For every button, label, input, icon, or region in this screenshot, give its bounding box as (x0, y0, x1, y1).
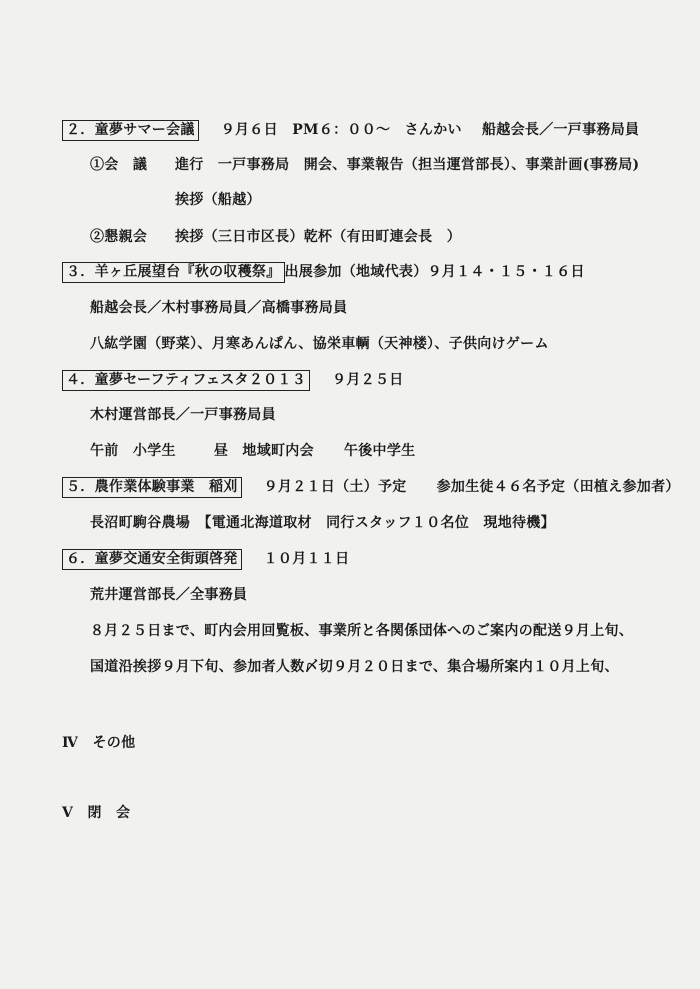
section-4-staff: 木村運営部長／一戸事務局員 (90, 407, 276, 423)
section-3-exhibitors: 八紘学園（野菜）、月寒あんぱん、協栄車輌（天神楼）、子供向けゲーム (90, 336, 549, 352)
section-2-title: ２．童夢サマー会議 (62, 120, 199, 141)
section-6-schedule-2: 国道沿挨拶９月下旬、参加者人数〆切９月２０日まで、集合場所案内１０月上旬、 (90, 659, 619, 675)
section-4-heading-row (62, 370, 404, 391)
section-4-pm: 午後中学生 (343, 443, 416, 459)
section-3-heading-row (62, 262, 585, 283)
section-4-noon: 昼 地域町内会 (213, 443, 314, 459)
party-detail: 挨拶（三日市区長）乾杯（有田町連会長 ） (175, 229, 461, 245)
section-6-staff: 荒井運営部長／全事務員 (90, 587, 248, 603)
section-6-heading-row (62, 549, 349, 570)
section-6-schedule-1: ８月２５日まで、町内会用回覧板、事業所と各関係団体へのご案内の配送９月上旬、 (90, 623, 634, 639)
section-5-heading-row (62, 477, 680, 498)
section-6-title: ６．童夢交通安全街頭啓発 (62, 549, 242, 570)
section-4-am: 午前 小学生 (90, 443, 176, 459)
section-3-title: ３．羊ヶ丘展望台『秋の収穫祭』 (62, 262, 285, 283)
section-4-schedule (90, 441, 415, 461)
section-4-date: ９月２５日 (332, 372, 404, 388)
section-5-title: ５．農作業体験事業 稲刈 (62, 477, 242, 498)
section-2-datetime: ９月６日 PM６：００～ さんかい (220, 122, 462, 138)
section-5-date: ９月２１日（土）予定 (263, 479, 407, 495)
section-3-detail: 出展参加（地域代表）９月１４・１５・１６日 (284, 264, 585, 280)
section-4-title: ４．童夢セーフティフェスタ２０１３ (62, 370, 310, 391)
section-2-heading-row (62, 120, 462, 141)
section-2-staff: 船越会長／一戸事務局員 (482, 122, 640, 138)
section-6-date: １０月１１日 (263, 551, 350, 567)
meeting-greeting: 挨拶（船越） (175, 192, 261, 208)
meeting-detail: 進行 一戸事務局 開会、事業報告（担当運営部長）、事業計画(事務局) (175, 157, 640, 173)
party-label: ②懇親会 (90, 229, 148, 245)
section-3-staff: 船越会長／木村事務局員／高橋事務局員 (90, 300, 348, 316)
section-5-participants: 参加生徒４６名予定（田植え参加者） (436, 479, 680, 495)
closing-heading: Ⅴ 閉 会 (62, 805, 131, 821)
section-5-location: 長沼町駒谷農場 【電通北海道取材 同行スタッフ１０名位 現地待機】 (90, 515, 555, 531)
other-heading: Ⅳ その他 (62, 735, 136, 751)
meeting-label: ①会 議 (90, 157, 148, 173)
